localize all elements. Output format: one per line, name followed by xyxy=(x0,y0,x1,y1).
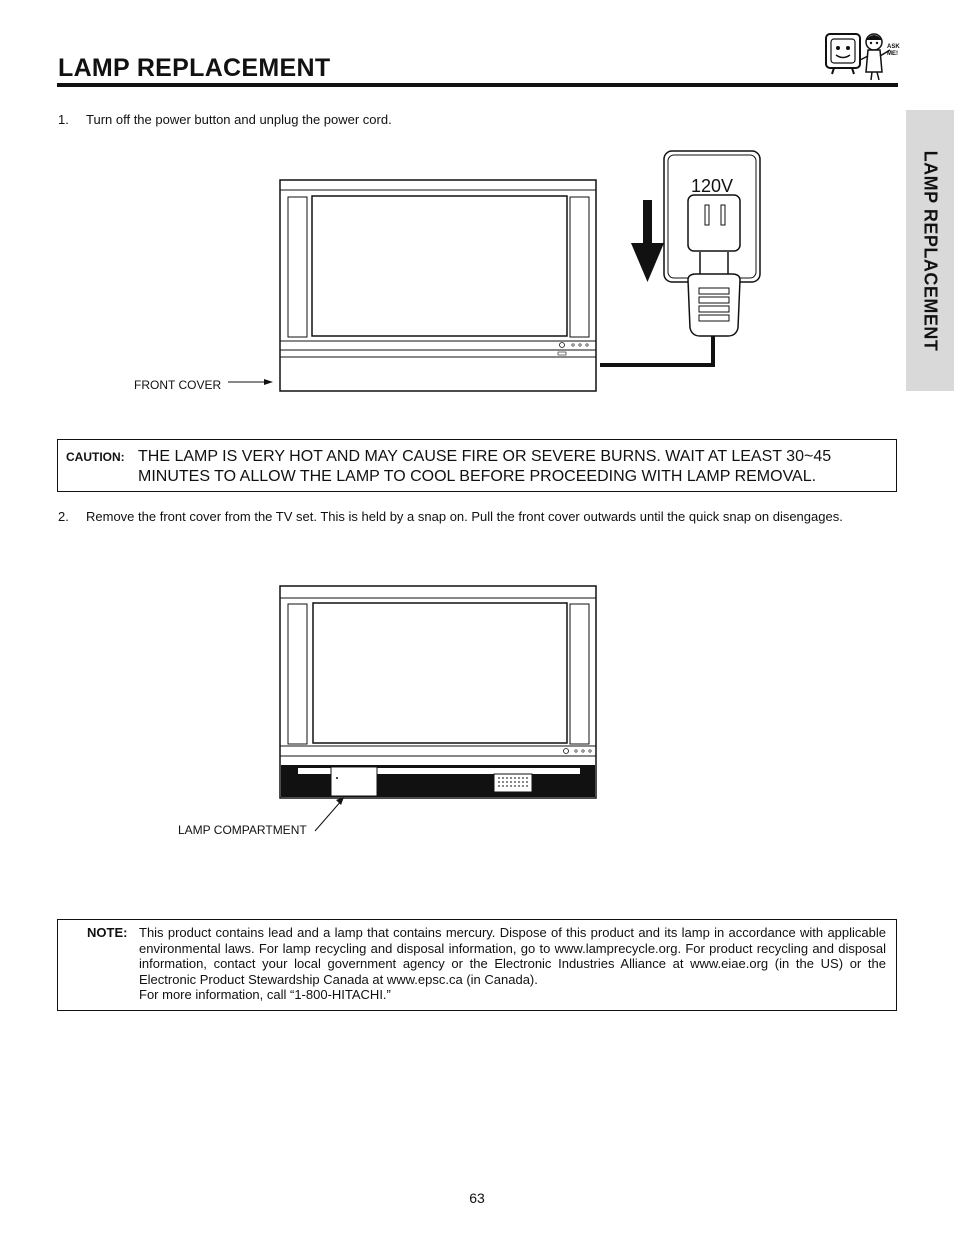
step-1-number: 1. xyxy=(58,112,69,127)
lamp-compartment-callout: LAMP COMPARTMENT xyxy=(178,823,307,837)
caution-label: CAUTION: xyxy=(66,450,125,464)
page-number: 63 xyxy=(469,1190,485,1206)
note-paragraph: This product contains lead and a lamp that contains mercury. Dispose of this product and its lamp in accordance with applicable environmental laws. For lamp recycling and disposal information, go to www.lamprecycle.org. For product recycling and disposal information, contact your local government agency or the Electronic Industries Alliance at www.eiae.org (in the US) or the Electronic Product Stewardship Canada at www.epsc.ca (in Canada). xyxy=(139,925,886,987)
step-2-number: 2. xyxy=(58,509,69,524)
svg-text:ASK: ASK xyxy=(887,44,900,50)
step-1-text: Turn off the power button and unplug the power cord. xyxy=(86,112,392,127)
voltage-label: 120V xyxy=(691,176,734,196)
page-title: LAMP REPLACEMENT xyxy=(58,54,331,82)
note-label: NOTE: xyxy=(87,925,128,940)
step-2-text: Remove the front cover from the TV set. This is held by a snap on. Pull the front cover outwards until the quick snap on disengages. xyxy=(86,509,843,524)
caution-text: THE LAMP IS VERY HOT AND MAY CAUSE FIRE OR SEVERE BURNS. WAIT AT LEAST 30~45 MINUTES TO ALLOW THE LAMP TO COOL BEFORE PROCEEDING WITH LAMP REMOVAL. xyxy=(138,448,832,485)
front-cover-callout: FRONT COVER xyxy=(134,378,222,392)
svg-text:ME!: ME! xyxy=(887,51,898,57)
note-contact-line: For more information, call “1-800-HITACHI.” xyxy=(139,987,391,1003)
note-text xyxy=(139,925,886,1003)
side-tab-label: LAMP REPLACEMENT xyxy=(920,150,941,351)
